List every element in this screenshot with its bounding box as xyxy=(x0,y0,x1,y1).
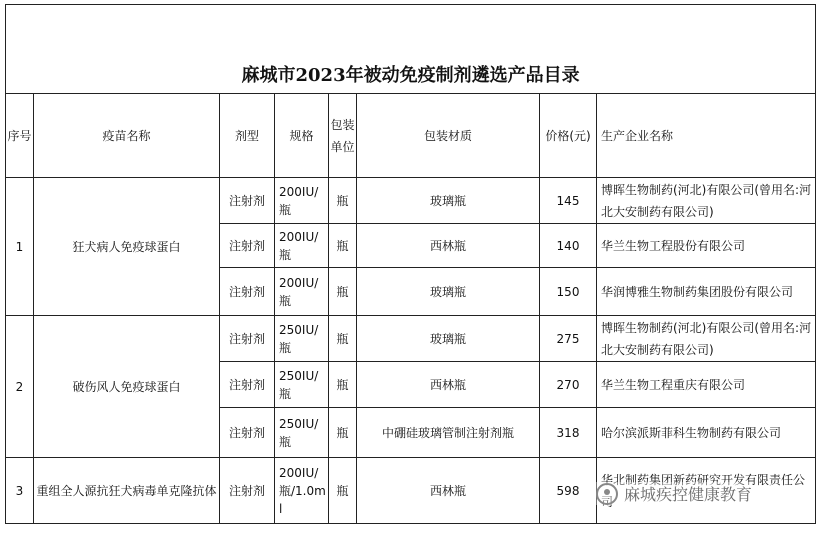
cell-form: 注射剂 xyxy=(220,178,275,224)
cell-company: 华北制药集团新药研究开发有限责任公司 xyxy=(597,458,816,524)
watermark xyxy=(596,482,752,505)
cell-unit: 瓶 xyxy=(329,408,357,458)
cell-price: 140 xyxy=(540,224,597,268)
cell-unit: 瓶 xyxy=(329,316,357,362)
cell-price: 318 xyxy=(540,408,597,458)
table-row xyxy=(6,316,816,362)
cell-unit: 瓶 xyxy=(329,178,357,224)
cell-unit: 瓶 xyxy=(329,362,357,408)
header-unit: 包装单位 xyxy=(329,94,357,178)
cell-unit: 瓶 xyxy=(329,458,357,524)
header-company: 生产企业名称 xyxy=(597,94,816,178)
cell-company: 博晖生物制药(河北)有限公司(曾用名:河北大安制药有限公司) xyxy=(597,316,816,362)
cell-spec: 200IU/瓶/1.0ml xyxy=(275,458,329,524)
header-spec: 规格 xyxy=(275,94,329,178)
cell-form: 注射剂 xyxy=(220,316,275,362)
cell-seq: 2 xyxy=(6,316,34,458)
cell-material: 西林瓶 xyxy=(357,362,540,408)
header-vaccine: 疫苗名称 xyxy=(34,94,220,178)
cell-spec: 250IU/瓶 xyxy=(275,316,329,362)
cell-vaccine-name: 破伤风人免疫球蛋白 xyxy=(34,316,220,458)
cell-material: 玻璃瓶 xyxy=(357,268,540,316)
cell-spec: 200IU/瓶 xyxy=(275,268,329,316)
cell-spec: 200IU/瓶 xyxy=(275,224,329,268)
cell-form: 注射剂 xyxy=(220,458,275,524)
catalog-table xyxy=(5,4,816,524)
cell-price: 270 xyxy=(540,362,597,408)
wechat-icon xyxy=(596,483,618,505)
cell-spec: 250IU/瓶 xyxy=(275,362,329,408)
cell-material: 中硼硅玻璃管制注射剂瓶 xyxy=(357,408,540,458)
cell-unit: 瓶 xyxy=(329,268,357,316)
cell-company: 华润博雅生物制药集团股份有限公司 xyxy=(597,268,816,316)
header-material: 包装材质 xyxy=(357,94,540,178)
cell-material: 玻璃瓶 xyxy=(357,178,540,224)
header-seq: 序号 xyxy=(6,94,34,178)
cell-material: 玻璃瓶 xyxy=(357,316,540,362)
cell-company: 华兰生物工程重庆有限公司 xyxy=(597,362,816,408)
cell-form: 注射剂 xyxy=(220,408,275,458)
page-title: 麻城市2023年被动免疫制剂遴选产品目录 xyxy=(6,5,816,94)
cell-price: 145 xyxy=(540,178,597,224)
cell-form: 注射剂 xyxy=(220,224,275,268)
cell-material: 西林瓶 xyxy=(357,224,540,268)
cell-form: 注射剂 xyxy=(220,362,275,408)
header-row xyxy=(6,94,816,178)
cell-material: 西林瓶 xyxy=(357,458,540,524)
catalog-document xyxy=(5,4,815,544)
cell-company: 哈尔滨派斯菲科生物制药有限公司 xyxy=(597,408,816,458)
header-form: 剂型 xyxy=(220,94,275,178)
cell-company: 博晖生物制药(河北)有限公司(曾用名:河北大安制药有限公司) xyxy=(597,178,816,224)
cell-vaccine-name: 狂犬病人免疫球蛋白 xyxy=(34,178,220,316)
cell-company: 华兰生物工程股份有限公司 xyxy=(597,224,816,268)
cell-price: 598 xyxy=(540,458,597,524)
cell-spec: 250IU/瓶 xyxy=(275,408,329,458)
cell-spec: 200IU/瓶 xyxy=(275,178,329,224)
watermark-text: 麻城疾控健康教育 xyxy=(624,485,753,504)
cell-seq: 1 xyxy=(6,178,34,316)
cell-seq: 3 xyxy=(6,458,34,524)
cell-form: 注射剂 xyxy=(220,268,275,316)
header-price: 价格(元) xyxy=(540,94,597,178)
cell-price: 275 xyxy=(540,316,597,362)
cell-unit: 瓶 xyxy=(329,224,357,268)
cell-vaccine-name: 重组全人源抗狂犬病毒单克隆抗体 xyxy=(34,458,220,524)
table-row xyxy=(6,178,816,224)
cell-price: 150 xyxy=(540,268,597,316)
